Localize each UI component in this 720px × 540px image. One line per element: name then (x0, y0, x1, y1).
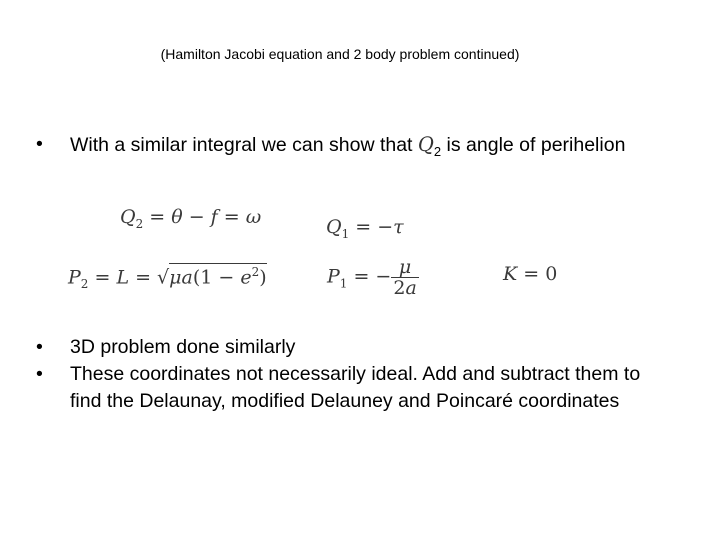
bullet-dot: • (36, 363, 43, 385)
bullet-item (36, 334, 650, 361)
bullet-list-top (36, 131, 650, 165)
equation-q1: $Q_1 = -\tau$ (326, 216, 404, 241)
bullet-text: These coordinates not necessarily ideal. Add and subtract them to find the Delaunay, modified Delauney and Poincaré coordinates (70, 363, 641, 412)
bullet-item (36, 131, 650, 165)
equation-k: K = 0 (503, 263, 558, 285)
equation-p1: $P_1$ = − $\frac{\mu}{2a}$ (327, 256, 417, 299)
bullet-list-bottom (36, 334, 650, 415)
bullet-item (36, 361, 650, 415)
bullet-text: With a similar integral we can show that $Q_2$ is angle of perihelion (70, 133, 626, 159)
equation-q2: $Q_2 = \theta - f = \omega$ (120, 206, 262, 231)
q-subscript: 2 (433, 143, 442, 159)
slide-title: (Hamilton Jacobi equation and 2 body problem continued) (160, 46, 520, 62)
equation-p2: $P_2 = L = √\mu a(1 - e^2)$ (68, 265, 267, 292)
bullet-dot: • (36, 133, 43, 155)
bullet-text: 3D problem done similarly (70, 336, 296, 358)
q-variable: Q (417, 133, 434, 156)
bullet-dot: • (36, 336, 43, 358)
